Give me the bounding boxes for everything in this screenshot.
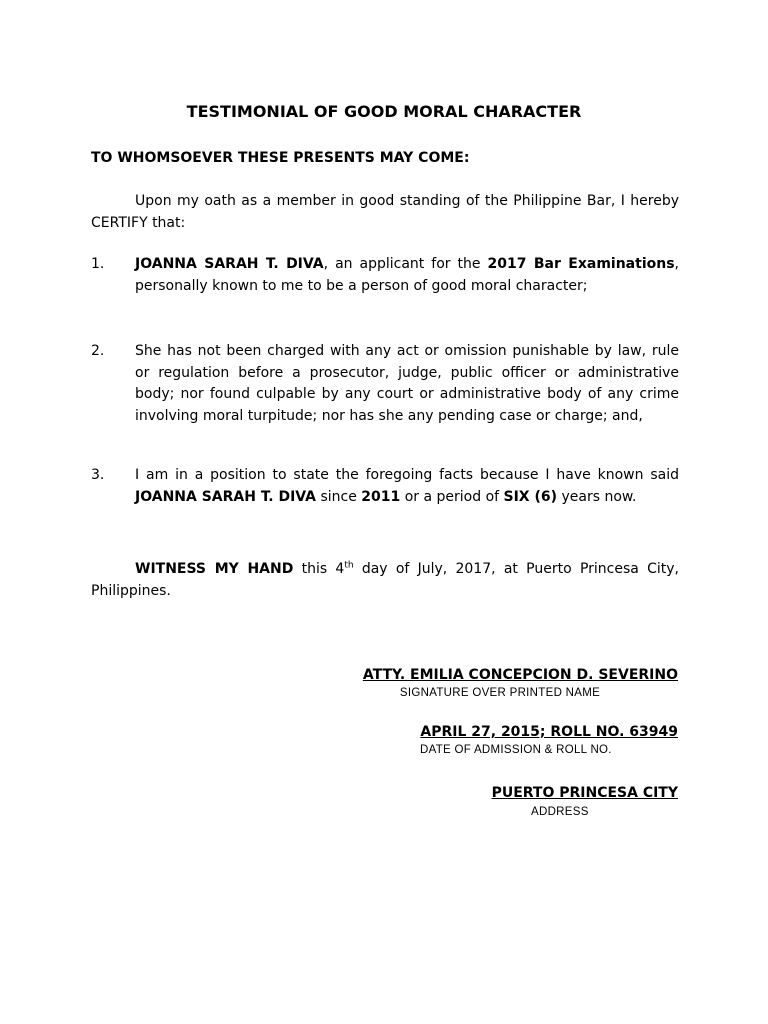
list-item-1 [91, 254, 679, 297]
item-text-part: years now. [557, 488, 637, 505]
admission-info: APRIL 27, 2015; ROLL NO. 63949 [420, 724, 678, 740]
item-text-part: , an applicant for the [323, 256, 488, 272]
item-text-part: I am in a position to state the foregoing facts because I have known said [135, 467, 679, 483]
intro-paragraph: Upon my oath as a member in good standing of the Philippine Bar, I hereby CERTIFY that: [91, 193, 679, 231]
witness-text-part: this 4 [293, 561, 345, 577]
admission-caption: DATE OF ADMISSION & ROLL NO. [420, 744, 612, 756]
known-since-year: 2011 [361, 488, 401, 505]
applicant-name: JOANNA SARAH T. DIVA [135, 256, 324, 272]
item-text [135, 465, 679, 508]
item-text: She has not been charged with any act or omission punishable by law, rule or regulation before a prosecutor, judge, public officer or administrative body; nor found culpable by any court or administrative body of any crime involving moral turpitude; nor has she any pending case or charge; and, [135, 343, 679, 424]
witness-ordinal-suffix: th [344, 560, 354, 571]
signatory-name: ATTY. EMILIA CONCEPCION D. SEVERINO [362, 667, 678, 683]
address: PUERTO PRINCESA CITY [491, 785, 678, 801]
address-caption: ADDRESS [531, 806, 589, 818]
item-number: 3. [91, 467, 105, 483]
document-title: TESTIMONIAL OF GOOD MORAL CHARACTER [186, 102, 582, 121]
item-number: 1. [91, 256, 105, 272]
list-item-2 [91, 341, 679, 427]
item-text-part: , personally known to me to be a person of good moral character; [135, 256, 679, 294]
witness-lead: WITNESS MY HAND [135, 561, 294, 577]
item-number: 2. [91, 343, 105, 359]
witness-paragraph [91, 559, 679, 602]
exam-name: 2017 Bar Examinations [487, 256, 675, 272]
signature-caption: SIGNATURE OVER PRINTED NAME [399, 687, 601, 699]
applicant-name: JOANNA SARAH T. DIVA [135, 488, 317, 505]
item-text-part: since [316, 488, 362, 505]
salutation: TO WHOMSOEVER THESE PRESENTS MAY COME: [91, 150, 470, 166]
list-item-3 [91, 465, 679, 508]
item-text-part: or a period of [400, 488, 504, 505]
known-period: SIX (6) [503, 488, 558, 505]
witness-text-part: day of July, 2017, at Puerto Princesa City, Philippines. [91, 561, 679, 599]
item-text [135, 254, 679, 297]
